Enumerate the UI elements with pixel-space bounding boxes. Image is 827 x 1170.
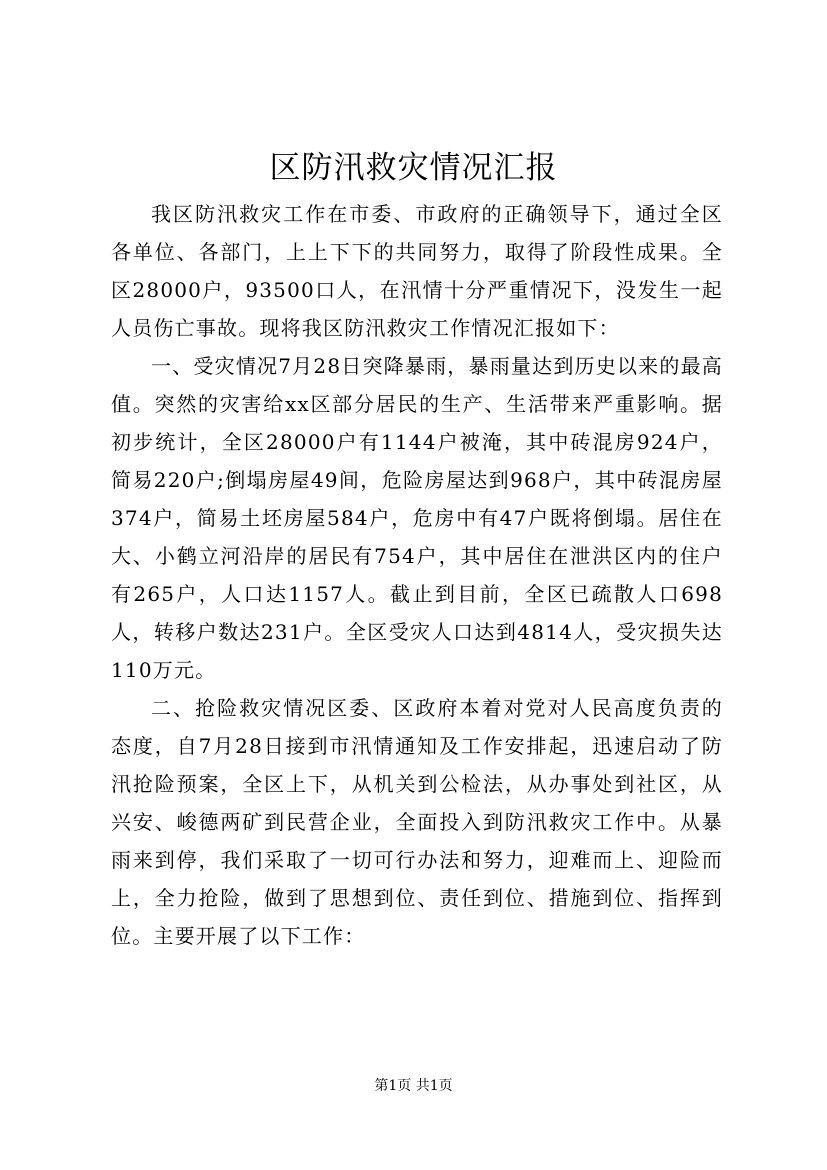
page-footer: 第1页 共1页: [374, 1078, 453, 1094]
document-body: [111, 195, 723, 955]
paragraph-intro: 我区防汛救灾工作在市委、市政府的正确领导下，通过全区各单位、各部门，上上下下的共同努力，取得了阶段性成果。全区28000户，93500口人，在汛情十分严重情况下，没发生一起人员伤亡事故。现将我区防汛救灾工作情况汇报如下：: [111, 202, 723, 340]
paragraph-disaster-situation: 一、受灾情况7月28日突降暴雨，暴雨量达到历史以来的最高值。突然的灾害给xx区部分居民的生产、生活带来严重影响。据初步统计，全区28000户有1144户被淹，其中砖混房924户，简易220户;倒塌房屋49间，危险房屋达到968户，其中砖混房屋374户，简易土坯房屋584户，危房中有47户既将倒塌。居住在大、小鹤立河沿岸的居民有754户，其中居住在泄洪区内的住户有265户，人口达1157人。截止到目前，全区已疏散人口698人，转移户数达231户。全区受灾人口达到4814人，受灾损失达110万元。: [111, 354, 723, 682]
paragraph-rescue-situation: 二、抢险救灾情况区委、区政府本着对党对人民高度负责的态度，自7月28日接到市汛情通知及工作安排起，迅速启动了防汛抢险预案，全区上下，从机关到公检法，从办事处到社区，从兴安、峻德两矿到民营企业，全面投入到防汛救灾工作中。从暴雨来到停，我们采取了一切可行办法和努力，迎难而上、迎险而上，全力抢险，做到了思想到位、责任到位、措施到位、指挥到位。主要开展了以下工作：: [111, 696, 723, 948]
document-title: 区防汛救灾情况汇报: [269, 150, 558, 186]
